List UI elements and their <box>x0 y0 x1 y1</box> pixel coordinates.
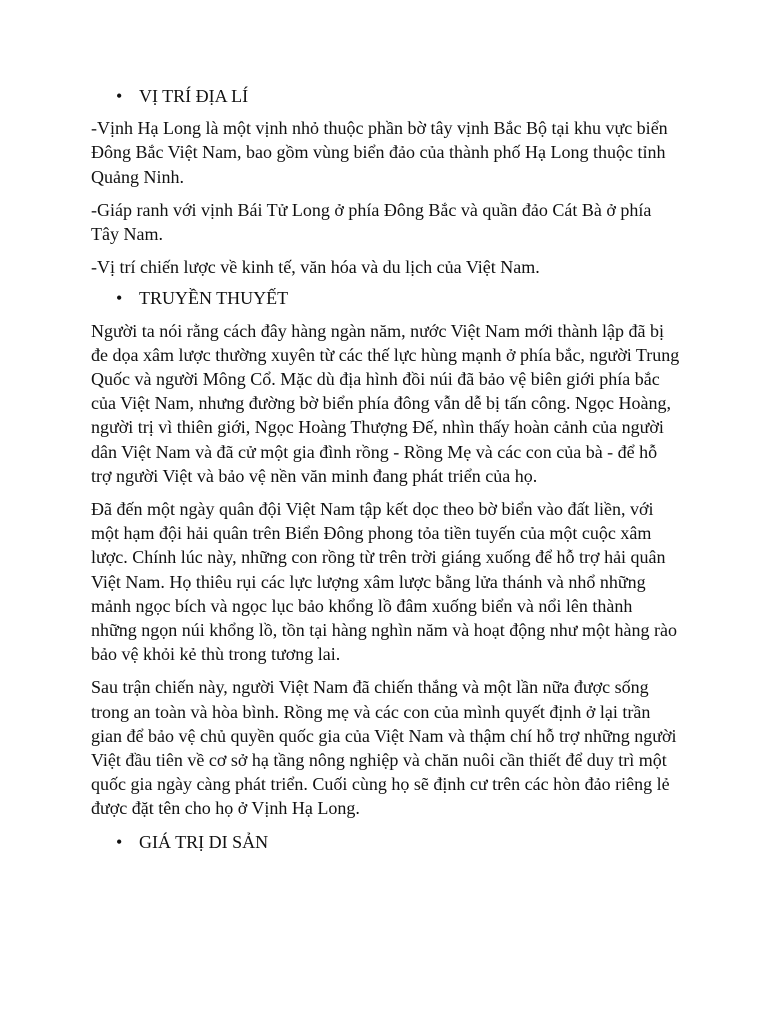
paragraph: -Giáp ranh với vịnh Bái Tử Long ở phía Đông Bắc và quần đảo Cát Bà ở phía Tây Nam. <box>91 199 652 245</box>
heading-text: GIÁ TRỊ DI SẢN <box>139 831 269 852</box>
heading-text: VỊ TRÍ ĐỊA LÍ <box>139 86 249 106</box>
paragraph: Đã đến một ngày quân đội Việt Nam tập kết dọc theo bờ biển vào đất liền, với một hạm đội hải quân trên Biển Đông phong tỏa tiền tuyến của một cuộc xâm lược. Chính lúc này, những con rồng từ trên trời giáng xuống để hỗ trợ hải quân Việt Nam. Họ thiêu rụi các lực lượng xâm lược bằng lửa thánh và nhổ những mảnh ngọc bích và ngọc lục bảo khổng lồ đâm xuống biển và nổi lên thành những ngọn núi khổng lồ, tồn tại hàng nghìn năm và hoạt động như một hàng rào bảo vệ khỏi kẻ thù trong tương lai. <box>91 499 677 665</box>
bullet-icon: • <box>116 288 123 309</box>
section-heading-heritage <box>91 830 681 854</box>
bullet-icon: • <box>116 86 123 106</box>
paragraph: -Vịnh Hạ Long là một vịnh nhỏ thuộc phần bờ tây vịnh Bắc Bộ tại khu vực biển Đông Bắc Việt Nam, bao gồm vùng biển đảo của thành phố Hạ Long thuộc tỉnh Quảng Ninh. <box>91 118 668 187</box>
paragraph: Người ta nói rằng cách đây hàng ngàn năm, nước Việt Nam mới thành lập đã bị đe dọa xâm lược thường xuyên từ các thế lực hùng mạnh ở phía bắc, người Trung Quốc và người Mông Cổ. Mặc dù địa hình đồi núi đã bảo vệ biên giới phía bắc của Việt Nam, nhưng đường bờ biển phía đông vẫn dễ bị tấn công. Ngọc Hoàng, người trị vì thiên giới, Ngọc Hoàng Thượng Đế, nhìn thấy hoàn cảnh của người dân Việt Nam và đã cử một gia đình rồng - Rồng Mẹ và các con của bà - để hỗ trợ người Việt và bảo vệ nền văn minh đang phát triển của họ. <box>91 320 680 486</box>
section-heading-legend <box>91 286 681 310</box>
heading-text: TRUYỀN THUYẾT <box>139 288 289 309</box>
document-page <box>91 84 681 861</box>
bullet-icon: • <box>116 831 123 852</box>
section-heading-geography <box>91 84 681 108</box>
paragraph: -Vị trí chiến lược về kinh tế, văn hóa và du lịch của Việt Nam. <box>91 257 540 278</box>
paragraph: Sau trận chiến này, người Việt Nam đã chiến thắng và một lần nữa được sống trong an toàn và hòa bình. Rồng mẹ và các con của mình quyết định ở lại trần gian để bảo vệ chủ quyền quốc gia của Việt Nam và thậm chí hỗ trợ những người Việt đầu tiên về cơ sở hạ tầng nông nghiệp và chăn nuôi cần thiết để duy trì một quốc gia ngày càng phát triển. Cuối cùng họ sẽ định cư trên các hòn đảo riêng lẻ được đặt tên cho họ ở Vịnh Hạ Long. <box>91 677 677 819</box>
